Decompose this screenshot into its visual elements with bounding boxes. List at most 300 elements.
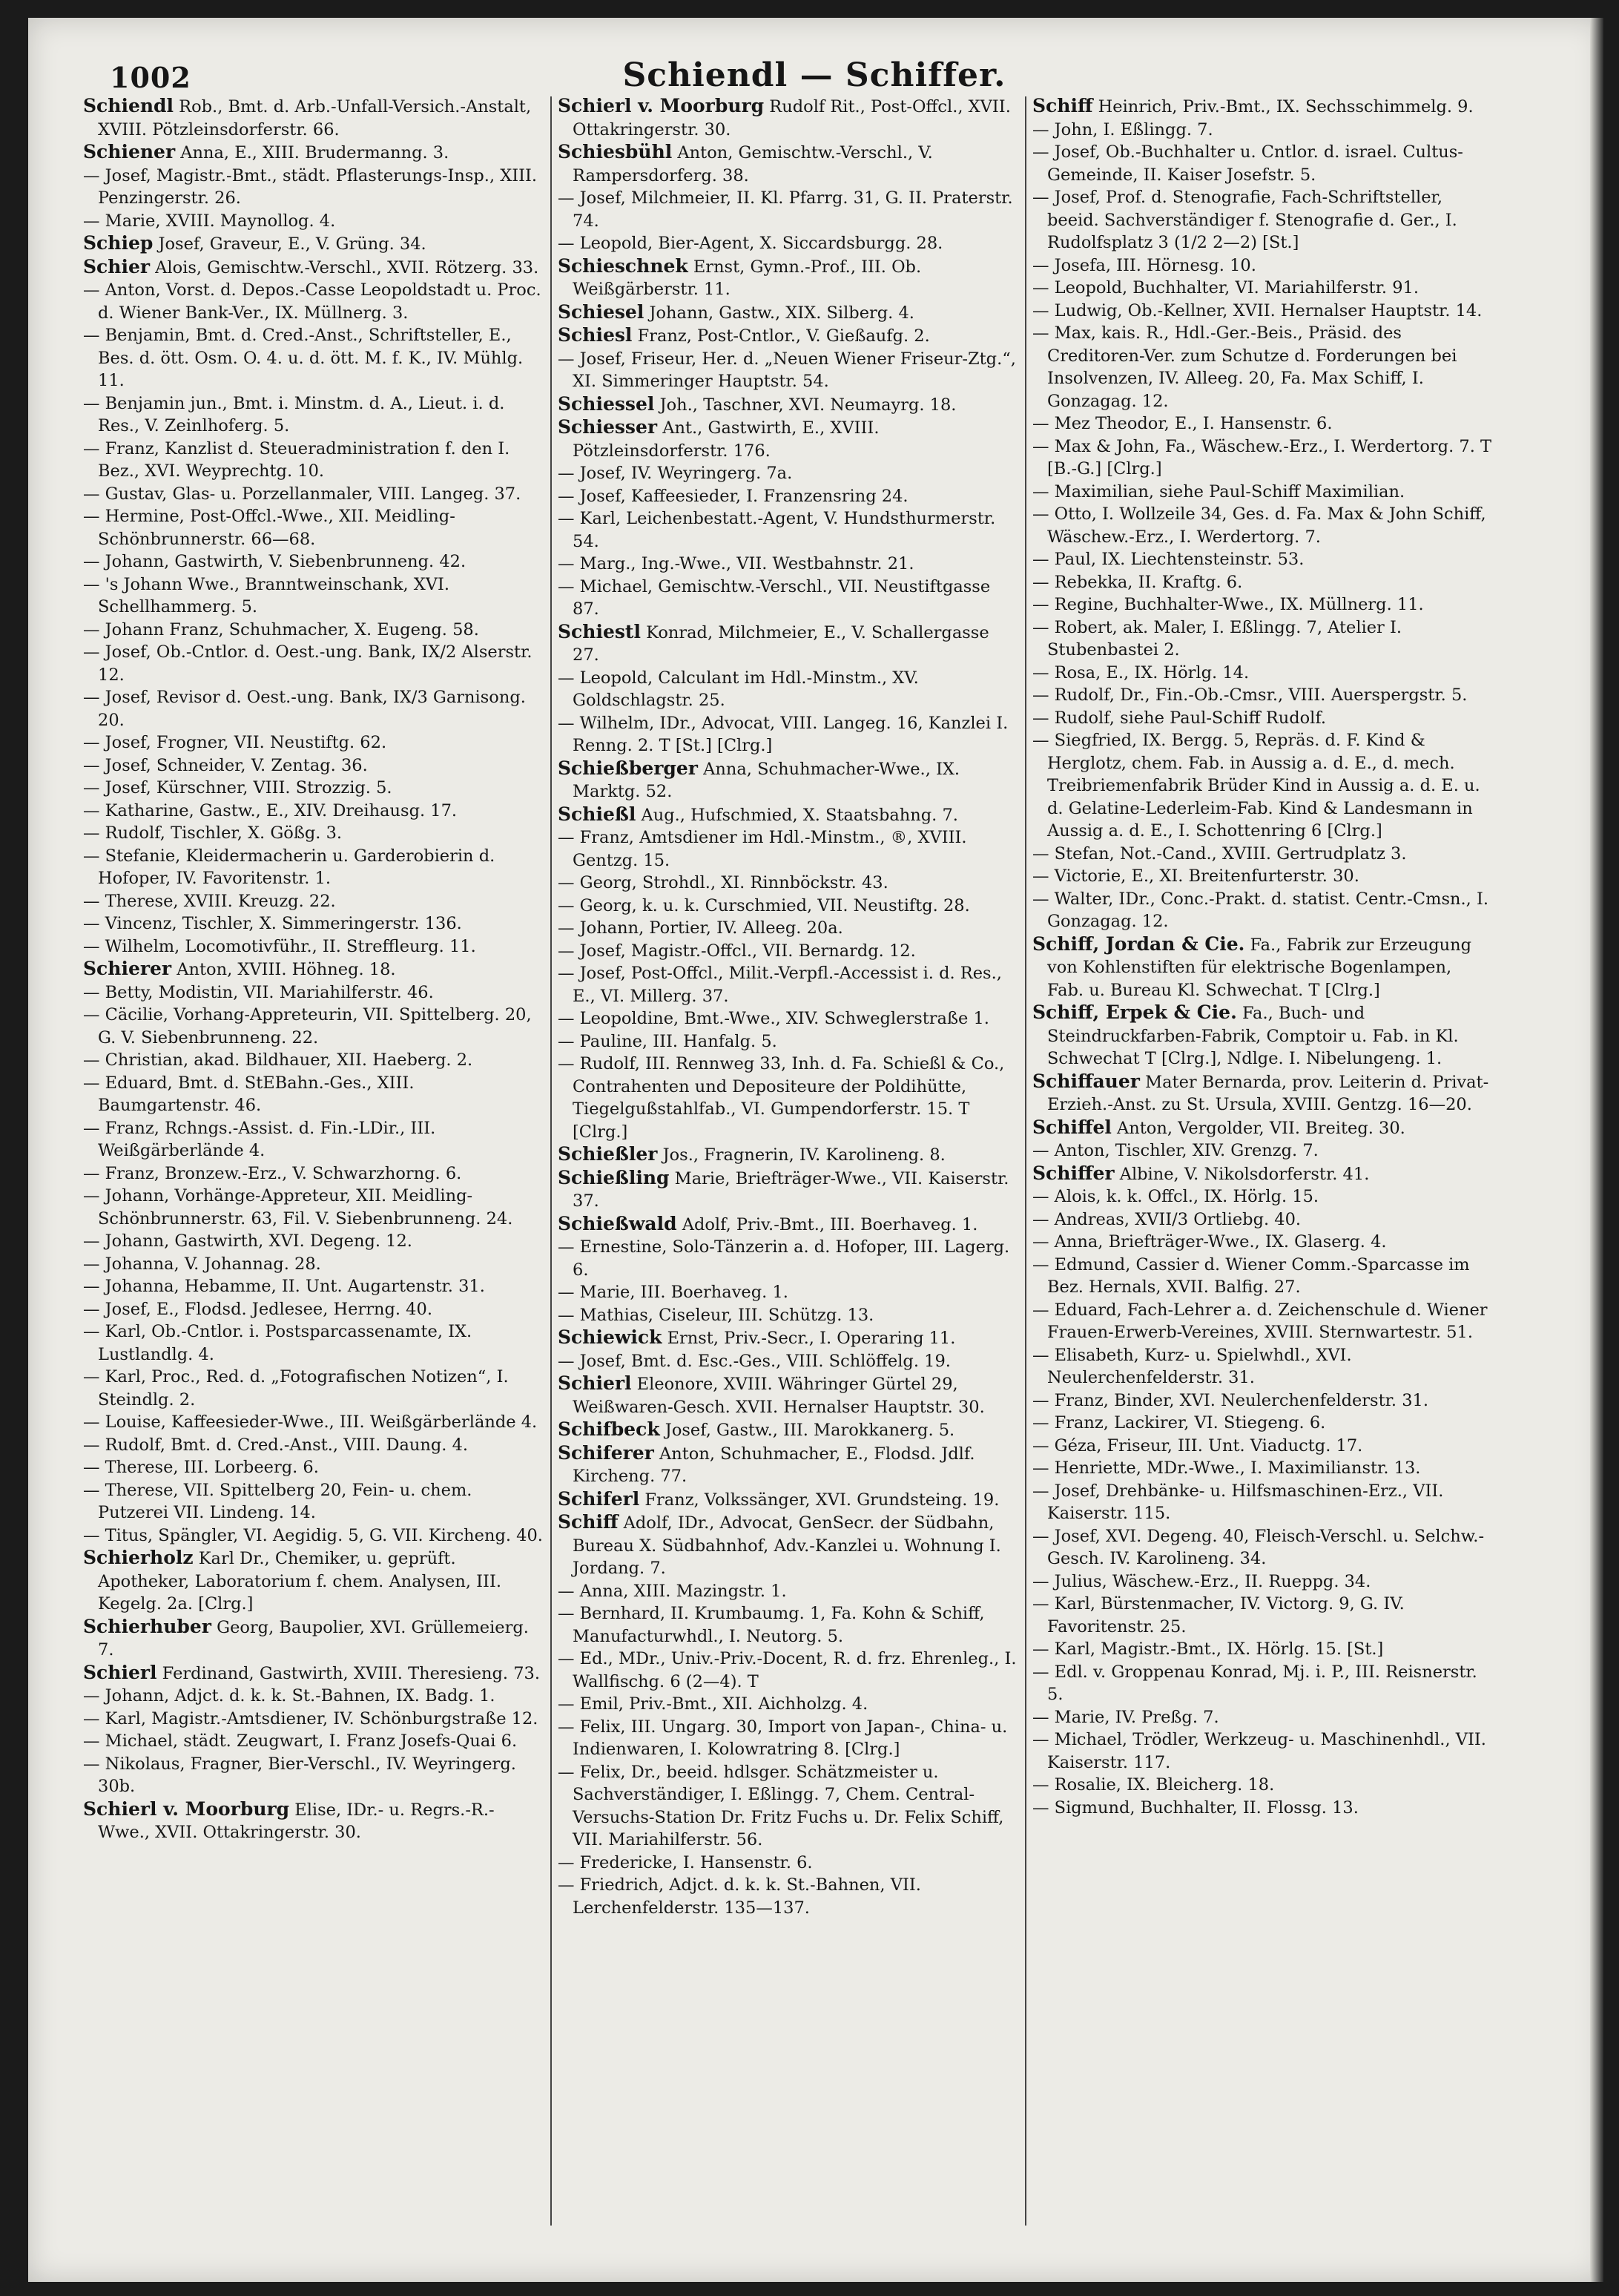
entry-name: Schiewick	[558, 1326, 662, 1348]
directory-entry	[1032, 1412, 1492, 1435]
entry-name: — Rudolf,	[1032, 708, 1115, 728]
entry-details: E., IX. Hörlg. 14.	[1101, 662, 1250, 682]
entry-details: I. Wollzeile 34, Ges. d. Fa. Max & John Schiff, Wäschew.-Erz., I. Werdertorg. 7.	[1047, 504, 1486, 547]
entry-details: Lackirer, VI. Stiegeng. 6.	[1108, 1413, 1326, 1432]
directory-entry	[83, 1524, 543, 1547]
directory-entry	[83, 483, 543, 506]
directory-entry	[83, 935, 543, 958]
directory-entry	[83, 1730, 543, 1753]
directory-entry	[83, 1798, 543, 1844]
entry-name: Schierl	[558, 1372, 632, 1394]
entry-details: Aug., Hufschmied, X. Staatsbahng. 7.	[636, 805, 958, 825]
directory-entry	[558, 1761, 1018, 1852]
directory-entry	[1032, 1457, 1492, 1480]
directory-entry	[558, 507, 1018, 553]
entry-details: IV. Weyringerg. 7a.	[625, 464, 793, 483]
entry-name: — Elisabeth,	[1032, 1345, 1139, 1365]
directory-column-3	[1032, 95, 1492, 2231]
entry-name: Schießwald	[558, 1212, 677, 1234]
directory-entry	[83, 777, 543, 800]
directory-entry	[558, 826, 1018, 872]
entry-name: — Mez Theodor,	[1032, 414, 1170, 433]
entry-name: — Gustav,	[83, 484, 168, 504]
entry-name: — Stefan,	[1032, 843, 1115, 864]
entry-name: — Johann,	[83, 552, 170, 571]
directory-entry	[558, 1511, 1018, 1580]
entry-details: Locomotivführ., II. Streffleurg. 11.	[179, 936, 476, 956]
directory-entry	[1032, 1070, 1492, 1116]
entry-name: — Rebekka,	[1032, 572, 1133, 592]
entry-name: — Therese,	[83, 1458, 179, 1477]
entry-name: — Johann,	[558, 918, 644, 938]
entry-name: — Stefanie,	[83, 846, 181, 866]
directory-entry	[1032, 412, 1492, 435]
entry-name: — John,	[1032, 119, 1098, 139]
entry-details: II. Krumbaumg. 1, Fa. Kohn & Schiff, Manufacturwhdl., I. Neutorg. 5.	[573, 1604, 985, 1646]
directory-entry	[558, 393, 1018, 417]
entry-name: — Marie,	[1032, 1707, 1110, 1727]
entry-details: Revisor d. Oest.-ung. Bank, IX/3 Garnisong. 20.	[98, 688, 526, 730]
entry-details: Ing.-Wwe., VII. Westbahnstr. 21.	[636, 554, 914, 573]
directory-entry	[83, 1411, 543, 1434]
directory-entry	[558, 1852, 1018, 1875]
directory-entry	[1032, 616, 1492, 662]
entry-name: — Alois,	[1032, 1187, 1101, 1206]
directory-entry	[1032, 95, 1492, 119]
entry-details: Tischler, X. Simmeringerstr. 136.	[177, 914, 462, 933]
directory-entry	[1032, 300, 1492, 323]
entry-details: XIII. Mazingstr. 1.	[628, 1581, 787, 1601]
entry-details: Elise, IDr.- u. Regrs.-R.-Wwe., XVII. Ottakringerstr. 30.	[98, 1800, 495, 1842]
entry-details: Bmt.-Wwe., XIV. Schweglerstraße 1.	[679, 1009, 989, 1028]
entry-details: Solo-Tänzerin a. d. Hofoper, III. Lagerg. 6.	[573, 1237, 1010, 1280]
entry-details: städt. Zeugwart, I. Franz Josefs-Quai 6.	[178, 1731, 518, 1751]
entry-details: Kanzlist d. Steueradministration f. den I. Bez., XVI. Weyprechtg. 10.	[98, 438, 510, 481]
directory-entry	[558, 621, 1018, 667]
entry-name: — Pauline,	[558, 1031, 648, 1051]
entry-name: Schieschnek	[558, 254, 688, 277]
entry-details: Branntweinschank, XVI. Schellhammerg. 5.	[98, 574, 450, 616]
directory-entry	[1032, 843, 1492, 866]
entry-name: — Michael,	[83, 1731, 179, 1751]
directory-entry	[558, 667, 1018, 712]
directory-entry	[558, 1326, 1018, 1350]
directory-entry	[83, 1185, 543, 1230]
entry-details: III. Hörnesg. 10.	[1110, 255, 1256, 275]
entry-details: Calculant im Hdl.-Minstm., XV. Goldschlagstr. 25.	[573, 668, 919, 710]
directory-entry	[1032, 1231, 1492, 1254]
entry-name: Schießberger	[558, 757, 698, 779]
directory-entry	[1032, 1344, 1492, 1389]
entry-name: Schiff	[1032, 95, 1093, 116]
entry-name: — Rudolf,	[83, 823, 165, 843]
entry-name: — Karl,	[83, 1708, 146, 1728]
entry-name: — Wilhelm,	[83, 936, 180, 956]
entry-details: Adjct. d. k. k. St.-Bahnen, IX. Badg. 1.	[169, 1686, 495, 1705]
entry-details: IDr., Advocat, VIII. Langeg. 16, Kanzlei I. Renng. 2. T [St.] [Clrg.]	[573, 713, 1009, 755]
entry-details: Ant., Gastwirth, E., XVIII. Pötzleinsdorferstr. 176.	[573, 418, 880, 461]
entry-name: — Josef,	[1032, 142, 1101, 162]
entry-name: — Betty,	[83, 982, 154, 1002]
entry-details: Ob.-Kellner, XVII. Hernalser Hauptstr. 14.	[1122, 300, 1483, 320]
entry-details: Jos., Fragnerin, IV. Karolineng. 8.	[657, 1145, 946, 1165]
entry-details: Franz, Post-Cntlor., V. Gießaufg. 2.	[632, 326, 930, 346]
entry-name: — Marg.,	[558, 554, 636, 573]
entry-name: Schiffauer	[1032, 1070, 1140, 1092]
directory-entry	[558, 712, 1018, 757]
directory-entry	[83, 1275, 543, 1298]
entry-details: Buchhalter, II. Flossg. 13.	[1135, 1797, 1359, 1818]
entry-name: — Karl,	[1032, 1639, 1095, 1659]
entry-details: Kürschner, VIII. Strozzig. 5.	[151, 778, 392, 797]
entry-name: — Josef,	[558, 964, 626, 983]
directory-entry	[558, 872, 1018, 895]
directory-entry	[1032, 1525, 1492, 1570]
directory-entry	[83, 731, 543, 754]
directory-entry	[1032, 141, 1492, 186]
entry-name: — Leopoldine,	[558, 1009, 679, 1028]
entry-name: Schiener	[83, 141, 176, 162]
directory-entry	[83, 1479, 543, 1524]
directory-entry	[1032, 1208, 1492, 1231]
entry-details: IX. Bleicherg. 18.	[1121, 1775, 1275, 1795]
directory-entry	[558, 1372, 1018, 1418]
entry-name: — Rudolf,	[558, 1054, 640, 1073]
entry-details: Fa., Fabrik zur Erzeugung von Kohlenstiften für elektrische Bogenlampen, Fab. u. Bureau Kl. Schwechat. T [Clrg.]	[1047, 935, 1472, 1000]
directory-entry	[83, 505, 543, 550]
entry-details: Bmt. d. Cred.-Anst., Schriftsteller, E., Bes. d. ött. Osm. O. 4. u. d. ött. M. f. K., IV. Mühlg. 11.	[98, 326, 524, 390]
entry-details: Magistr.-Offcl., VII. Bernardg. 12.	[625, 941, 916, 961]
entry-name: — Franz,	[83, 1118, 159, 1138]
entry-name: — Walter,	[1032, 889, 1114, 909]
entry-name: — Rosa,	[1032, 662, 1101, 682]
directory-entry	[83, 392, 543, 438]
entry-name: — Josef,	[83, 755, 151, 775]
entry-name: — Josef,	[1032, 188, 1101, 207]
entry-name: — Therese,	[83, 891, 179, 911]
entry-name: — Karl,	[558, 509, 621, 528]
entry-details: III. Hanfalg. 5.	[647, 1031, 777, 1051]
directory-entry	[558, 803, 1018, 827]
entry-name: — Siegfried,	[1032, 731, 1138, 750]
entry-name: Schierl v. Moorburg	[558, 95, 765, 116]
directory-entry	[1032, 888, 1492, 933]
directory-entry	[558, 553, 1018, 576]
directory-entry	[83, 822, 543, 845]
entry-details: Briefträger-Wwe., IX. Glaserg. 4.	[1103, 1232, 1387, 1251]
column-rule	[1025, 96, 1026, 2226]
entry-details: Rob., Bmt. d. Arb.-Unfall-Versich.-Anstalt, XVIII. Pötzleinsdorferstr. 66.	[98, 97, 532, 139]
directory-entry	[83, 1049, 543, 1072]
entry-name: — Regine,	[1032, 595, 1119, 614]
directory-entry	[83, 279, 543, 324]
entry-details: Ernst, Gymn.-Prof., III. Ob. Weißgärberstr. 11.	[573, 257, 922, 299]
entry-name: — Anna,	[1032, 1232, 1104, 1251]
entry-name: — Nikolaus,	[83, 1754, 185, 1774]
directory-entry	[1032, 1638, 1492, 1661]
entry-details: Konrad, Mj. i. P., III. Reisnerstr. 5.	[1047, 1662, 1477, 1704]
entry-details: Konrad, Milchmeier, E., V. Schallergasse 27.	[573, 622, 989, 665]
entry-details: IX. Liechtensteinstr. 53.	[1096, 550, 1305, 569]
directory-entry	[1032, 503, 1492, 548]
directory-entry	[1032, 684, 1492, 707]
entry-name: — Michael,	[1032, 1730, 1128, 1749]
entry-details: Ob.-Cntlor. d. Oest.-ung. Bank, IX/2 Alserstr. 12.	[98, 642, 532, 685]
entry-details: Prof. d. Stenografie, Fach-Schriftsteller, beeid. Sachverständiger f. Stenografie d. Ger., I. Rudolfsplatz 3 (1/2 2—2) [St.]	[1047, 188, 1457, 252]
entry-details: Rudolf Rit., Post-Offcl., XVII. Ottakringerstr. 30.	[573, 97, 1011, 139]
directory-entry	[558, 940, 1018, 963]
entry-name: — Karl,	[83, 1322, 146, 1341]
entry-details: Tischler, X. Gößg. 3.	[165, 823, 343, 843]
entry-details: Post-Offcl.-Wwe., XII. Meidling-Schönbrunnerstr. 66—68.	[98, 507, 455, 549]
entry-name: — Michael,	[558, 576, 653, 596]
entry-details: Fragner, Bier-Verschl., IV. Weyringerg. 30b.	[98, 1754, 516, 1796]
entry-details: Spängler, VI. Aegidig. 5, G. VII. Kircheng. 40.	[153, 1525, 543, 1545]
entry-name: — Bernhard,	[558, 1604, 665, 1623]
entry-details: Marie, Briefträger-Wwe., VII. Kaiserstr. 37.	[573, 1168, 1009, 1211]
directory-entry	[1032, 1661, 1492, 1706]
entry-details: Post-Offcl., Milit.-Verpfl.-Accessist i. d. Res., E., VI. Millerg. 37.	[573, 964, 1002, 1006]
entry-details: Kaffeesieder-Wwe., III. Weißgärberlände 4.	[165, 1412, 538, 1432]
entry-name: — Anton,	[83, 280, 161, 300]
directory-entry	[1032, 1254, 1492, 1299]
directory-entry	[558, 1442, 1018, 1488]
directory-entry	[1032, 1570, 1492, 1593]
entry-name: — Josef,	[1032, 1481, 1101, 1501]
directory-entry	[558, 1874, 1018, 1919]
entry-name: — Josef,	[83, 688, 151, 707]
directory-entry	[558, 1143, 1018, 1167]
directory-entry	[1032, 1593, 1492, 1638]
entry-details: Adolf, Priv.-Bmt., III. Boerhaveg. 1.	[676, 1214, 978, 1234]
directory-entry	[558, 757, 1018, 803]
entry-name: — Karl,	[83, 1367, 146, 1387]
entry-name: — Fredericke,	[558, 1852, 678, 1872]
entry-details: E., I. Hansenstr. 6.	[1169, 414, 1333, 433]
entry-name: — Anna,	[558, 1581, 629, 1601]
entry-name: Schiesel	[558, 300, 644, 323]
entry-details: Buchhalter-Wwe., IX. Müllnerg. 11.	[1118, 595, 1424, 614]
entry-details: III. Lorbeerg. 6.	[178, 1458, 319, 1477]
directory-entry	[83, 1004, 543, 1049]
directory-entry	[1032, 1774, 1492, 1797]
entry-name: — Cäcilie,	[83, 1005, 168, 1024]
entry-details: Fa., Buch- und Steindruckfarben-Fabrik, Comptoir u. Fab. in Kl. Schwechat T [Clrg.], Ndlge. I. Nibelungeng. 1.	[1047, 1004, 1459, 1068]
entry-name: Schiff, Jordan & Cie.	[1032, 932, 1245, 955]
entry-details: Trödler, Werkzeug- u. Maschinenhdl., VII. Kaiserstr. 117.	[1047, 1730, 1486, 1772]
entry-name: Schierl v. Moorburg	[83, 1797, 290, 1820]
directory-entry	[1032, 1299, 1492, 1344]
entry-name: — Karl,	[1032, 1594, 1095, 1614]
entry-name: — Josef,	[558, 486, 626, 506]
entry-name: — Friedrich,	[558, 1875, 665, 1895]
entry-details: k. u. k. Curschmied, VII. Neustiftg. 28.	[636, 895, 970, 915]
entry-details: Georg, Baupolier, XVI. Grüllemeierg. 7.	[98, 1617, 529, 1659]
entry-details: E., XI. Breitenfurterstr. 30.	[1126, 866, 1359, 886]
entry-name: — Ernestine,	[558, 1237, 667, 1257]
entry-name: — Christian,	[83, 1050, 189, 1070]
page-number: 1002	[110, 61, 191, 94]
directory-entry	[1032, 1797, 1492, 1820]
directory-entry	[558, 416, 1018, 462]
entry-name: Schießling	[558, 1166, 670, 1188]
entry-name: — Benjamin,	[83, 326, 191, 345]
entry-name: Schießler	[558, 1143, 658, 1165]
entry-details: Strohdl., XI. Rinnböckstr. 43.	[636, 873, 888, 892]
entry-name: — Sigmund,	[1032, 1797, 1135, 1818]
entry-details: Bmt. d. Cred.-Anst., VIII. Daung. 4.	[165, 1435, 469, 1455]
entry-details: I. Eßlingg. 7.	[1098, 119, 1213, 139]
entry-name: — Rudolf,	[83, 1435, 165, 1455]
entry-name: — Eduard,	[83, 1073, 173, 1093]
directory-entry	[558, 1488, 1018, 1512]
directory-entry	[1032, 1185, 1492, 1208]
entry-name: — Josef,	[83, 642, 151, 662]
directory-entry	[558, 1281, 1018, 1304]
directory-entry	[1032, 254, 1492, 277]
directory-entry	[1032, 1435, 1492, 1458]
entry-details: E., Flodsd. Jedlesee, Herrng. 40.	[151, 1299, 432, 1319]
entry-details: Anton, Gemischtw.-Verschl., V. Rampersdorferg. 38.	[573, 143, 933, 185]
directory-entry	[83, 958, 543, 981]
entry-details: Johann, Gastw., XIX. Silberg. 4.	[644, 303, 914, 323]
directory-entry	[83, 686, 543, 731]
entry-name: — Paul,	[1032, 550, 1097, 569]
directory-entry	[1032, 1728, 1492, 1774]
entry-details: Bronzew.-Erz., V. Schwarzhorng. 6.	[159, 1163, 462, 1183]
directory-entry	[558, 1007, 1018, 1030]
entry-details: Bürstenmacher, IV. Victorg. 9, G. IV. Favoritenstr. 25.	[1047, 1594, 1405, 1637]
entry-name: — Josef,	[558, 349, 626, 369]
directory-entry	[1032, 1706, 1492, 1729]
directory-entry	[83, 210, 543, 233]
entry-name: Schiendl	[83, 95, 174, 116]
entry-details: XVII/3 Ortliebg. 40.	[1129, 1209, 1302, 1229]
directory-entry	[83, 141, 543, 165]
directory-entry	[83, 1662, 543, 1685]
directory-entry	[83, 890, 543, 913]
directory-entry	[1032, 1116, 1492, 1140]
entry-name: Schiesser	[558, 416, 658, 438]
entry-details: Bier-Agent, X. Siccardsburgg. 28.	[653, 234, 943, 253]
directory-entry	[1032, 548, 1492, 571]
directory-entry	[1032, 481, 1492, 504]
entry-details: Dr., beeid. hdlsger. Schätzmeister u. Sachverständiger, I. Eßlingg. 7, Chem. Central-Versuchs-Station Dr. Fritz Fuchs u. Dr. Felix Schiff, VII. Mariahilferstr. 56.	[573, 1762, 1004, 1849]
directory-entry	[83, 165, 543, 210]
entry-details: Karl Dr., Chemiker, u. geprüft. Apotheker, Laboratorium f. chem. Analysen, III. Kegelg. 2a. [Clrg.]	[98, 1549, 501, 1614]
directory-entry	[83, 232, 543, 256]
directory-entry	[558, 1030, 1018, 1053]
directory-entry	[83, 981, 543, 1004]
entry-details: Josef, Graveur, E., V. Grüng. 34.	[153, 234, 426, 254]
entry-details: Bmt. d. Esc.-Ges., VIII. Schlöffelg. 19.	[625, 1351, 951, 1371]
directory-entry	[1032, 1162, 1492, 1186]
entry-details: Magistr.-Bmt., IX. Hörlg. 15. [St.]	[1095, 1639, 1384, 1659]
entry-details: Cassier d. Wiener Comm.-Sparcasse im Bez. Hernals, XVII. Balfig. 27.	[1047, 1254, 1470, 1297]
entry-name: — Leopold,	[558, 668, 653, 688]
entry-details: XVIII. Maynollog. 4.	[160, 211, 336, 231]
entry-name: Schiffel	[1032, 1116, 1112, 1138]
entry-name: — Marie,	[83, 211, 161, 231]
entry-details: Hebamme, II. Unt. Augartenstr. 31.	[179, 1277, 485, 1296]
entry-name: Schiesl	[558, 324, 633, 346]
directory-entry	[558, 1236, 1018, 1281]
directory-entry	[1032, 933, 1492, 1002]
directory-entry	[558, 1167, 1018, 1213]
directory-entry	[83, 1753, 543, 1798]
directory-entry	[83, 912, 543, 935]
entry-details: Adolf, IDr., Advocat, GenSecr. der Südbahn, Bureau X. Südbahnhof, Adv.-Kanzlei u. Wohnung I. Jordang. 7.	[573, 1513, 1001, 1578]
entry-name: — Johanna,	[83, 1254, 179, 1274]
entry-name: — Georg,	[558, 873, 637, 892]
directory-entry	[558, 462, 1018, 485]
directory-entry	[558, 485, 1018, 508]
directory-entry	[83, 1072, 543, 1117]
directory-entry	[558, 917, 1018, 940]
entry-details: III. Boerhaveg. 1.	[635, 1283, 788, 1302]
entry-name: — Wilhelm,	[558, 713, 655, 733]
entry-name: — Katharine,	[83, 800, 194, 820]
directory-entry	[1032, 1480, 1492, 1525]
directory-entry	[83, 619, 543, 642]
entry-name: — Leopold,	[558, 234, 653, 253]
entry-name: — Maximilian,	[1032, 481, 1154, 501]
entry-name: — Vincenz,	[83, 914, 177, 933]
directory-entry	[558, 576, 1018, 621]
entry-name: — Georg,	[558, 895, 637, 915]
directory-entry	[1032, 729, 1492, 843]
entry-name: — Josef,	[83, 778, 151, 797]
entry-name: — Mathias,	[558, 1305, 653, 1325]
directory-entry	[558, 1648, 1018, 1693]
entry-name: — Robert,	[1032, 617, 1118, 637]
directory-entry	[1032, 186, 1492, 254]
entry-name: — Josef,	[558, 188, 626, 208]
entry-name: — Josef,	[558, 464, 626, 483]
entry-name: Schierholz	[83, 1547, 194, 1568]
entry-name: — Johann,	[83, 1686, 170, 1705]
entry-name: — Johanna,	[83, 1277, 179, 1296]
entry-details: Anton, XVIII. Höhneg. 18.	[171, 960, 396, 979]
entry-details: Bmt. d. StEBahn.-Ges., XIII. Baumgartenstr. 46.	[98, 1073, 415, 1115]
directory-entry	[83, 95, 543, 141]
directory-entry	[1032, 1389, 1492, 1412]
directory-entry	[558, 895, 1018, 918]
entry-name: — Johann Franz,	[83, 619, 224, 639]
entry-details: Fa., Wäschew.-Erz., I. Werdertorg. 7. T [B.-G.] [Clrg.]	[1047, 436, 1492, 478]
directory-entry	[558, 95, 1018, 141]
entry-name: — Emil,	[558, 1694, 624, 1714]
directory-entry	[83, 641, 543, 686]
entry-name: — Josefa,	[1032, 255, 1111, 275]
directory-entry	[558, 255, 1018, 301]
directory-entry	[83, 438, 543, 483]
entry-details: Gemischtw.-Verschl., VII. Neustiftgasse 87.	[573, 576, 991, 619]
entry-name: — Josef,	[83, 733, 151, 752]
entry-name: — Victorie,	[1032, 866, 1127, 886]
directory-entry	[558, 141, 1018, 187]
entry-name: — Johann,	[83, 1186, 170, 1205]
directory-entry	[83, 800, 543, 823]
entry-details: I. Hansenstr. 6.	[677, 1852, 813, 1872]
entry-name: — Johann,	[83, 1231, 170, 1251]
entry-details: Amtsdiener im Hdl.-Minstm., ®, XVIII. Gentzg. 15.	[573, 828, 967, 870]
directory-entry	[1032, 322, 1492, 412]
entry-name: Schiffer	[1032, 1162, 1115, 1184]
entry-details: Vorhänge-Appreteur, XII. Meidling-Schönbrunnerstr. 63, Fil. V. Siebenbrunneng. 24.	[98, 1186, 513, 1228]
entry-details: Ob.-Buchhalter u. Cntlor. d. israel. Cultus-Gemeinde, II. Kaiser Josefstr. 5.	[1047, 142, 1463, 185]
entry-details: Ferdinand, Gastwirth, XVIII. Theresieng. 73.	[156, 1663, 541, 1683]
